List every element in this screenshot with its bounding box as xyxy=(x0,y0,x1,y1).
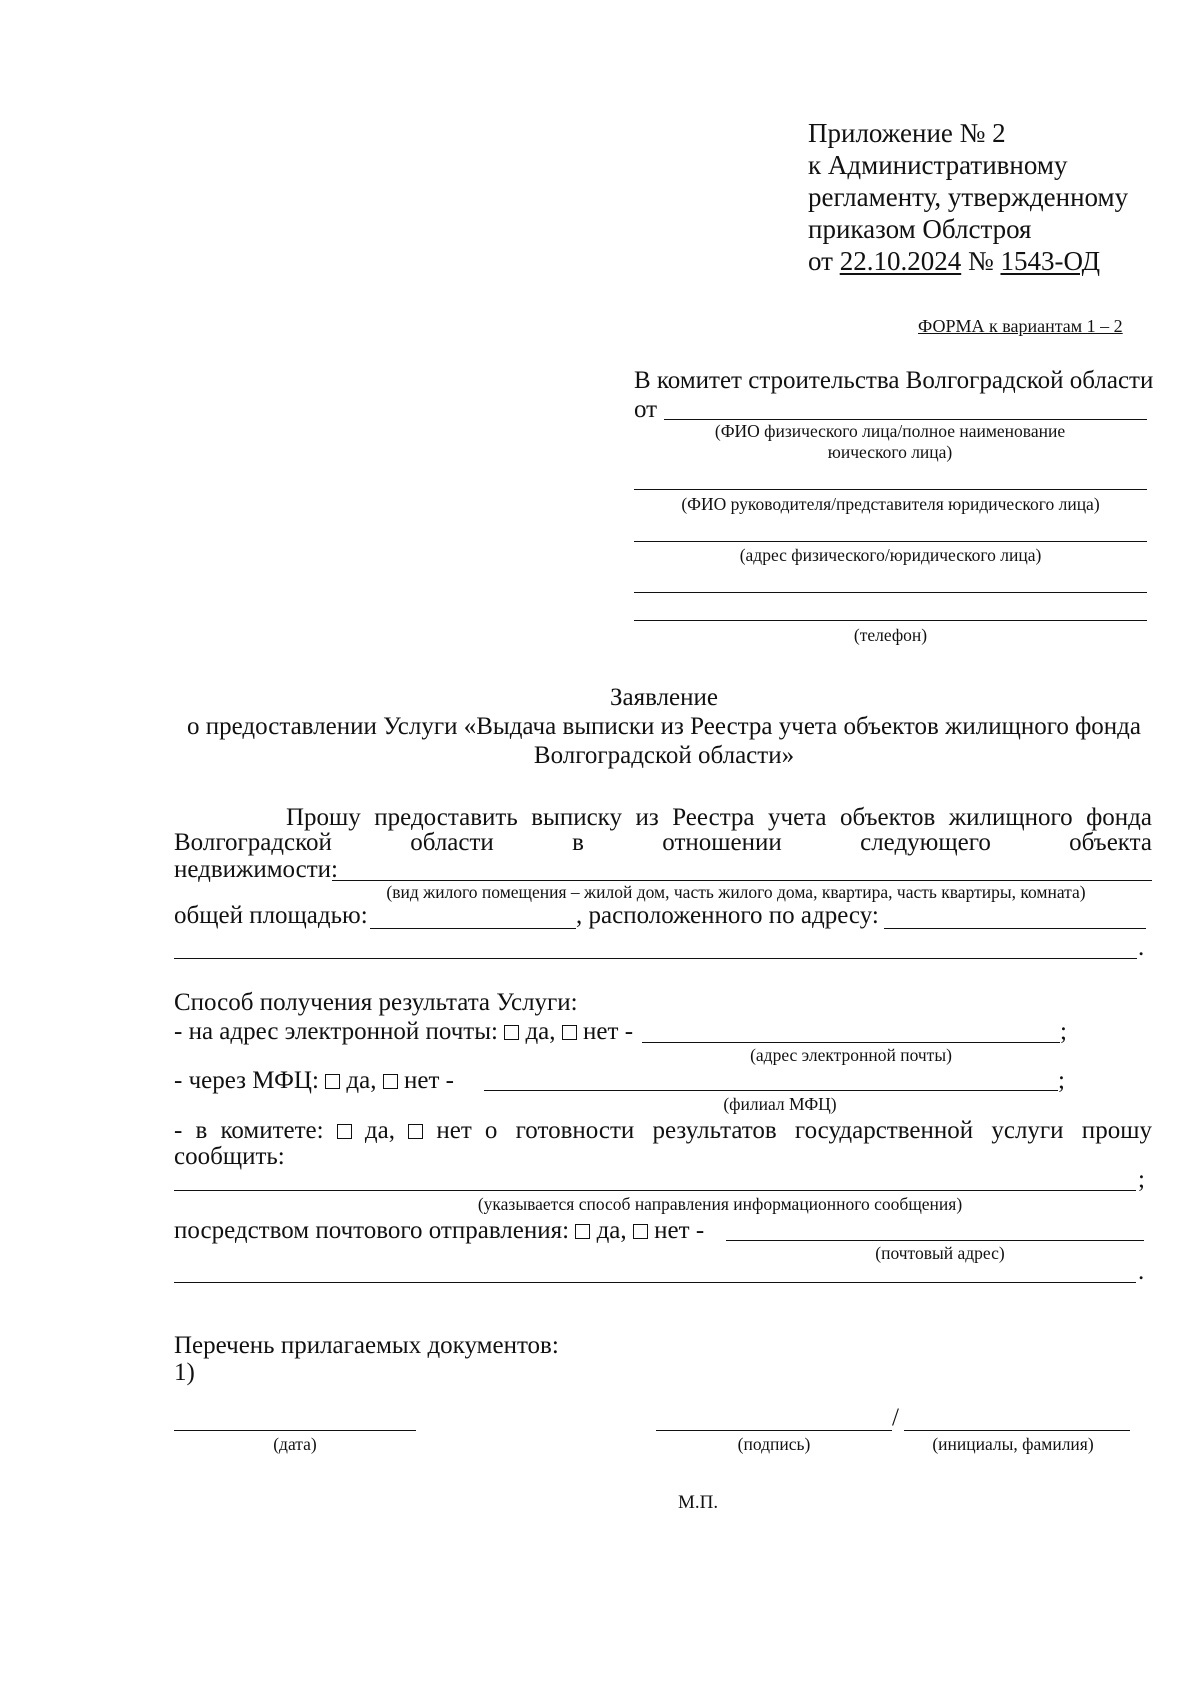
object-address-line-2 xyxy=(174,958,1137,959)
period: . xyxy=(1138,934,1145,961)
appendix-line-2: к Административному xyxy=(808,150,1068,180)
area-line xyxy=(370,928,576,929)
mfc-label: - через МФЦ: xyxy=(174,1067,319,1094)
no-label: нет xyxy=(404,1067,440,1094)
addressee-from: от xyxy=(634,396,658,423)
object-type-line xyxy=(332,880,1152,881)
no-label: нет xyxy=(583,1018,619,1045)
mfc-yes-checkbox[interactable] xyxy=(325,1074,340,1089)
email-address-line xyxy=(642,1042,1060,1043)
yes-label: да, xyxy=(596,1217,627,1244)
word: отношении xyxy=(662,829,782,856)
appendix-line-3: регламенту, утвержденному xyxy=(808,182,1129,212)
order-date: 22.10.2024 xyxy=(839,246,962,276)
documents-item-1: 1) xyxy=(174,1359,195,1386)
email-label: - на адрес электронной почты: xyxy=(174,1018,498,1045)
caption-object-type: (вид жилого помещения – жилой дом, часть жилого дома, квартира, часть квартиры, комната) xyxy=(386,882,1086,902)
caption-postal: (почтовый адрес) xyxy=(875,1243,1005,1263)
email-option xyxy=(174,1018,633,1046)
mfc-branch-line xyxy=(484,1090,1058,1091)
doc-title: Заявление xyxy=(609,684,719,711)
caption-notify: (указывается способ направления информационного сообщения) xyxy=(477,1194,963,1214)
no-label: нет xyxy=(654,1217,690,1244)
from-prefix: от xyxy=(808,246,833,276)
caption-applicant-name-2: юического лица) xyxy=(827,442,953,462)
committee-line-2: сообщить: xyxy=(174,1143,285,1170)
post-option xyxy=(174,1217,704,1245)
method-title: Способ получения результата Услуги: xyxy=(174,989,578,1016)
area-suffix: , расположенного по адресу: xyxy=(576,902,879,929)
semicolon: ; xyxy=(1058,1067,1065,1094)
request-line-3: недвижимости: xyxy=(174,856,338,883)
semicolon: ; xyxy=(1060,1018,1067,1045)
caption-initials: (инициалы, фамилия) xyxy=(932,1434,1094,1454)
caption-head-name: (ФИО руководителя/представителя юридического лица) xyxy=(681,494,1100,514)
request-line-1: Прошу предоставить выписку из Реестра учета объектов жилищного фонда xyxy=(286,804,1152,831)
dash: - xyxy=(624,1018,634,1045)
caption-email: (адрес электронной почты) xyxy=(750,1045,952,1065)
email-no-checkbox[interactable] xyxy=(562,1025,577,1040)
phone-line xyxy=(634,620,1147,621)
number-sign: № xyxy=(967,246,994,276)
yes-label: да, xyxy=(525,1018,556,1045)
mfc-option xyxy=(174,1067,454,1095)
name-line xyxy=(904,1430,1130,1431)
dash: - xyxy=(174,1117,183,1144)
form-label: ФОРМА к вариантам 1 – 2 xyxy=(918,316,1123,336)
committee-label: комитете: xyxy=(220,1117,324,1144)
word: области xyxy=(410,829,494,856)
appendix-line-5 xyxy=(808,245,1100,277)
slash: / xyxy=(892,1404,899,1431)
caption-phone: (телефон) xyxy=(853,625,928,645)
committee-option xyxy=(174,1117,1152,1145)
caption-mfc: (филиал МФЦ) xyxy=(723,1094,837,1114)
notify-method-line xyxy=(174,1190,1136,1191)
yes-label: да, xyxy=(346,1067,377,1094)
appendix-line-1: Приложение № 2 xyxy=(808,118,1006,148)
postal-address-line-2 xyxy=(174,1282,1136,1283)
committee-no-checkbox[interactable] xyxy=(408,1124,423,1139)
applicant-name-line xyxy=(664,419,1147,420)
addressee-to: В комитет строительства Волгоградской области xyxy=(634,367,1154,394)
post-label: посредством почтового отправления: xyxy=(174,1217,570,1244)
signature-line xyxy=(656,1430,892,1431)
stamp-place: М.П. xyxy=(678,1492,719,1513)
head-name-line xyxy=(634,489,1147,490)
no-label: нет xyxy=(436,1117,472,1144)
semicolon: ; xyxy=(1138,1166,1145,1193)
doc-subtitle-2: Волгоградской области» xyxy=(533,742,795,769)
post-yes-checkbox[interactable] xyxy=(575,1224,590,1239)
object-address-line xyxy=(884,928,1146,929)
area-prefix: общей площадью: xyxy=(174,902,368,929)
word: объекта xyxy=(1069,829,1152,856)
documents-title: Перечень прилагаемых документов: xyxy=(174,1332,559,1359)
caption-date: (дата) xyxy=(273,1434,317,1454)
yes-label: да, xyxy=(364,1117,395,1144)
caption-signature: (подпись) xyxy=(737,1434,811,1454)
word: следующего xyxy=(860,829,991,856)
post-no-checkbox[interactable] xyxy=(633,1224,648,1239)
period: . xyxy=(1138,1258,1145,1285)
word: в xyxy=(572,829,584,856)
appendix-line-4: приказом Облстроя xyxy=(808,214,1032,244)
word: в xyxy=(195,1117,208,1144)
committee-text: о готовности результатов государственной услуги прошу xyxy=(484,1117,1152,1144)
word: Волгоградской xyxy=(174,829,332,856)
address-line-2 xyxy=(634,592,1147,593)
dash: - xyxy=(445,1067,454,1094)
order-number: 1543-ОД xyxy=(1000,246,1101,276)
caption-address: (адрес физического/юридического лица) xyxy=(739,545,1042,565)
postal-address-line xyxy=(726,1240,1144,1241)
mfc-no-checkbox[interactable] xyxy=(383,1074,398,1089)
address-line xyxy=(634,541,1147,542)
request-line-2 xyxy=(174,829,1152,857)
doc-subtitle-1: о предоставлении Услуги «Выдача выписки из Реестра учета объектов жилищного фонда xyxy=(187,713,1141,740)
date-line xyxy=(174,1430,416,1431)
caption-applicant-name-1: (ФИО физического лица/полное наименование xyxy=(714,421,1066,441)
committee-yes-checkbox[interactable] xyxy=(337,1124,352,1139)
dash: - xyxy=(695,1217,705,1244)
email-yes-checkbox[interactable] xyxy=(504,1025,519,1040)
